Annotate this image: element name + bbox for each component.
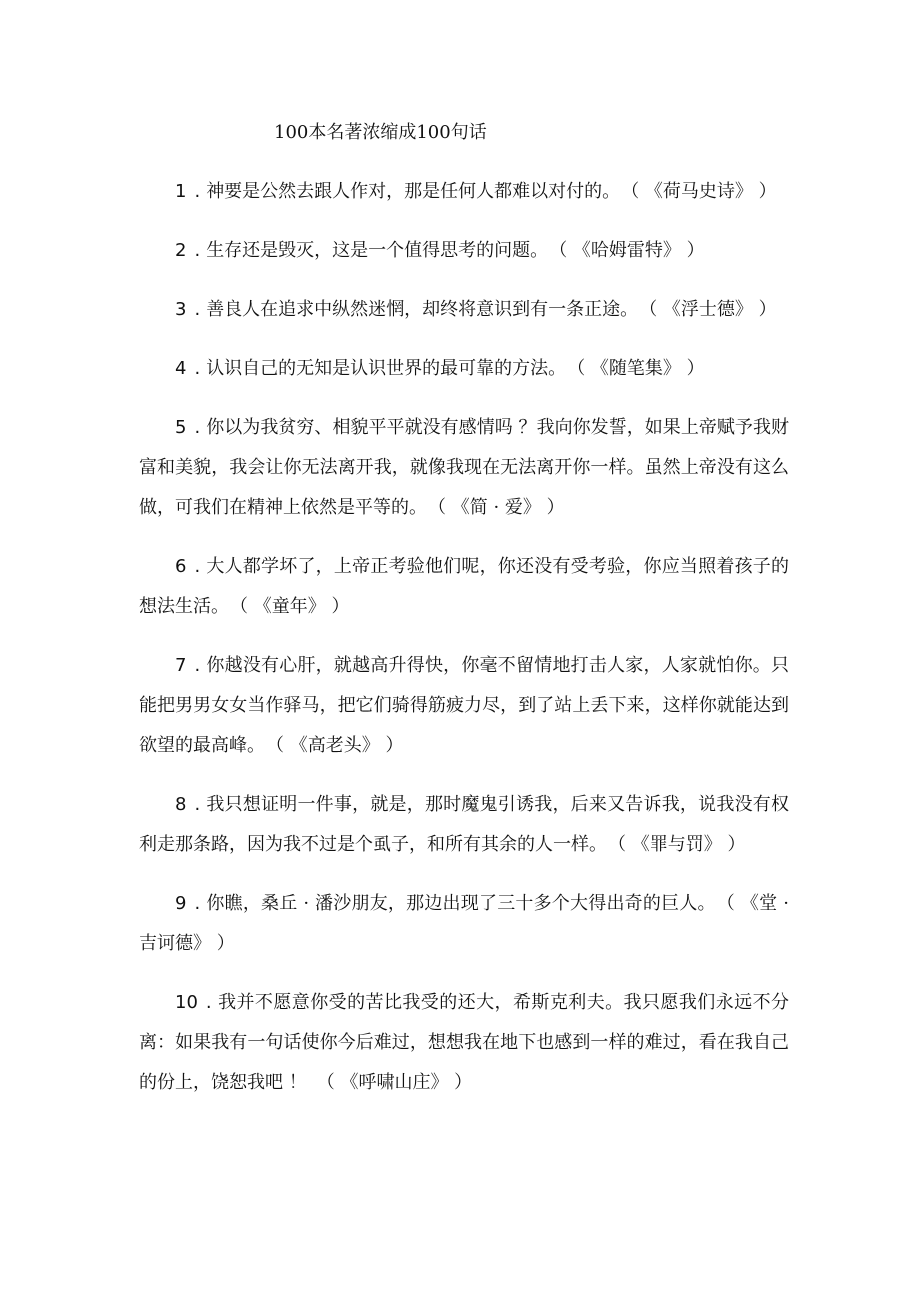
quote-source: （ 《罪与罚》 ） (617, 834, 746, 855)
quote-number: 8 (175, 794, 187, 815)
quote-source: （ 《哈姆雷特》 ） (558, 240, 705, 261)
quote-number: 9 (175, 893, 187, 914)
quote-number: 6 (175, 556, 187, 577)
list-item: 3 . 善良人在追求中纵然迷惘，却终将意识到有一条正途。 （ 《浮士德》 ） (175, 299, 777, 320)
quote-number: 5 (175, 417, 187, 438)
quote-text: 我并不愿意你受的苦比我受的还大，希斯克利夫。我只愿我们永远不分离：如果我有一句话使你今后难过，想想我在地下也感到一样的难过，看在我自己的份上，饶恕我吧 ！ (139, 992, 789, 1093)
list-item: 1 . 神要是公然去跟人作对，那是任何人都难以对付的。 （ 《荷马史诗》 ） (175, 181, 777, 202)
quote-source: （ 《童年》 ） (239, 596, 350, 617)
list-item: 9 . 你瞧，桑丘 · 潘沙朋友，那边出现了三十多个大得出奇的巨人。 （ 《堂 · 吉诃德》 ） (139, 893, 789, 954)
quote-text: 神要是公然去跟人作对，那是任何人都难以对付的。 (206, 181, 621, 202)
list-item: 5 . 你以为我贫穷、相貌平平就没有感情吗 ？我向你发誓，如果上帝赋予我财富和美貌，我会让你无法离开我，就像我现在无法离开你一样。虽然上帝没有这么做，可我们在精神上依然是平等的。 （ 《简 · 爱》 ） (139, 417, 789, 518)
list-item: 6 . 大人都学坏了，上帝正考验他们呢，你还没有受考验，你应当照着孩子的想法生活。 （ 《童年》 ） (139, 556, 789, 617)
list-item: 2 . 生存还是毁灭，这是一个值得思考的问题。 （ 《哈姆雷特》 ） (175, 240, 705, 261)
list-item: 8 . 我只想证明一件事，就是，那时魔鬼引诱我，后来又告诉我，说我没有权利走那条路，因为我不过是个虱子，和所有其余的人一样。 （ 《罪与罚》 ） (139, 794, 789, 855)
quote-number: 4 (175, 358, 187, 379)
quote-number: 1 (175, 181, 187, 202)
quote-source: （ 《荷马史诗》 ） (630, 181, 777, 202)
quote-source: （ 《呼啸山庄》 ） (316, 1072, 473, 1093)
quote-text: 你越没有心肝，就越高升得快，你毫不留情地打击人家，人家就怕你。只能把男男女女当作驿马，把它们骑得筋疲力尽，到了站上丢下来，这样你就能达到欲望的最高峰。 (139, 655, 789, 756)
quote-number: 3 (175, 299, 187, 320)
quote-source: （ 《高老头》 ） (275, 735, 404, 756)
quote-text: 认识自己的无知是认识世界的最可靠的方法。 (206, 358, 567, 379)
quote-text: 你瞧，桑丘 · 潘沙朋友，那边出现了三十多个大得出奇的巨人。 (206, 893, 716, 914)
list-item: 4 . 认识自己的无知是认识世界的最可靠的方法。 （ 《随笔集》 ） (175, 358, 705, 379)
list-item: 7 . 你越没有心肝，就越高升得快，你毫不留情地打击人家，人家就怕你。只能把男男女女当作驿马，把它们骑得筋疲力尽，到了站上丢下来，这样你就能达到欲望的最高峰。 （ 《高老头》 ） (139, 655, 789, 756)
quote-list (139, 172, 789, 1122)
quote-number: 2 (175, 240, 187, 261)
quote-number: 10 (175, 992, 198, 1013)
quote-text: 生存还是毁灭，这是一个值得思考的问题。 (206, 240, 549, 261)
quote-text: 我只想证明一件事，就是，那时魔鬼引诱我，后来又告诉我，说我没有权利走那条路，因为我不过是个虱子，和所有其余的人一样。 (139, 794, 789, 855)
quote-text: 大人都学坏了，上帝正考验他们呢，你还没有受考验，你应当照着孩子的想法生活。 (139, 556, 789, 617)
quote-source: （ 《简 · 爱》 ） (437, 497, 565, 518)
quote-number: 7 (175, 655, 187, 676)
quote-source: （ 《浮士德》 ） (648, 299, 777, 320)
quote-source: （ 《随笔集》 ） (576, 358, 705, 379)
list-item: 10 . 我并不愿意你受的苦比我受的还大，希斯克利夫。我只愿我们永远不分离：如果我有一句话使你今后难过，想想我在地下也感到一样的难过，看在我自己的份上，饶恕我吧 ！ （ 《呼啸山庄》 ） (139, 992, 789, 1093)
document-title: 100本名著浓缩成100句话 (274, 122, 487, 143)
quote-text: 你以为我贫穷、相貌平平就没有感情吗 ？我向你发誓，如果上帝赋予我财富和美貌，我会让你无法离开我，就像我现在无法离开你一样。虽然上帝没有这么做，可我们在精神上依然是平等的。 (139, 417, 789, 518)
quote-text: 善良人在追求中纵然迷惘，却终将意识到有一条正途。 (206, 299, 639, 320)
quote-source: （ 《堂 · 吉诃德》 ） (139, 893, 789, 954)
